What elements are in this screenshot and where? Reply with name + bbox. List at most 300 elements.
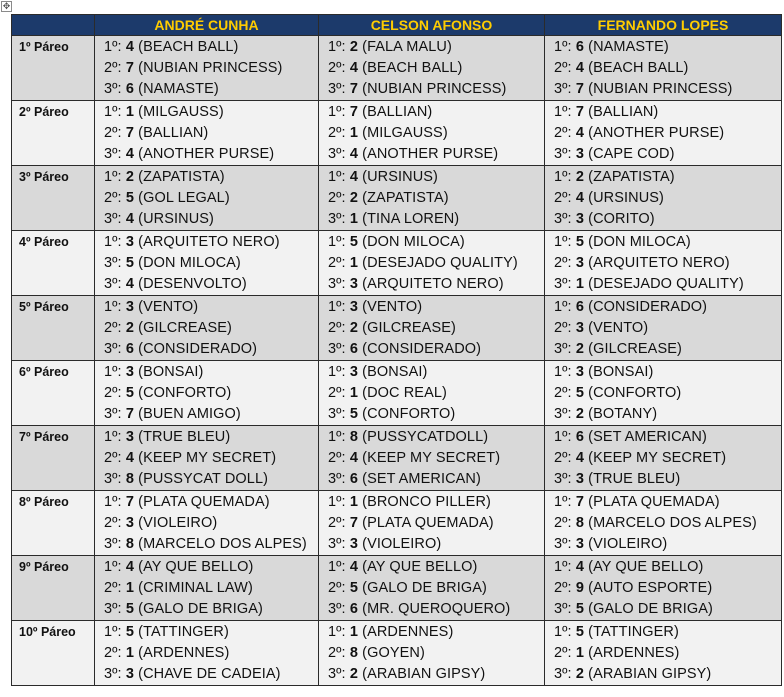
pick-line	[328, 274, 544, 295]
pick-line	[328, 232, 544, 253]
pick-position: 2º:	[554, 450, 572, 466]
pick-position: 1º:	[328, 494, 346, 510]
pick-position: 1º:	[328, 169, 346, 185]
race-label: 6º Páreo	[12, 361, 95, 426]
pick-position: 1º:	[104, 494, 122, 510]
pick-position: 3º:	[554, 406, 572, 422]
pick-number: 4	[125, 276, 135, 292]
pick-position: 1º:	[328, 364, 346, 380]
pick-line	[554, 274, 781, 295]
pick-position: 1º:	[104, 299, 122, 315]
pick-position: 3º:	[554, 211, 572, 227]
picks-cell-andre-cunha	[95, 231, 319, 296]
pick-horse-name: (ARDENNES)	[138, 645, 230, 661]
pick-number: 7	[575, 104, 585, 120]
pick-horse-name: (FALA MALU)	[362, 39, 452, 55]
pick-line	[328, 383, 544, 404]
pick-position: 2º:	[328, 450, 346, 466]
pick-position: 2º:	[104, 60, 122, 76]
pick-number: 8	[575, 515, 585, 531]
pick-horse-name: (AUTO ESPORTE)	[588, 580, 713, 596]
pick-line	[554, 167, 781, 188]
race-row	[12, 556, 782, 621]
pick-number: 8	[349, 645, 359, 661]
column-header-celson-afonso: CELSON AFONSO	[319, 15, 545, 36]
picks-cell-andre-cunha	[95, 166, 319, 231]
pick-number: 1	[349, 624, 359, 640]
pick-line	[328, 144, 544, 165]
races-body	[12, 36, 782, 686]
pick-position: 2º:	[328, 320, 346, 336]
pick-number: 3	[575, 364, 585, 380]
pick-line	[554, 492, 781, 513]
pick-number: 1	[125, 580, 135, 596]
pick-line	[554, 102, 781, 123]
pick-line	[328, 557, 544, 578]
picks-cell-fernando-lopes	[545, 556, 782, 621]
pick-line	[328, 362, 544, 383]
pick-horse-name: (AY QUE BELLO)	[362, 559, 478, 575]
picks-cell-andre-cunha	[95, 101, 319, 166]
pick-line	[104, 123, 318, 144]
pick-line	[328, 469, 544, 490]
pick-number: 3	[125, 515, 135, 531]
race-row	[12, 491, 782, 556]
pick-number: 4	[575, 125, 585, 141]
pick-number: 3	[575, 211, 585, 227]
pick-horse-name: (ARQUITETO NERO)	[362, 276, 504, 292]
pick-position: 1º:	[554, 169, 572, 185]
pick-line	[554, 37, 781, 58]
pick-number: 6	[125, 341, 135, 357]
pick-number: 8	[125, 471, 135, 487]
picks-cell-andre-cunha	[95, 556, 319, 621]
pick-number: 2	[575, 666, 585, 682]
pick-number: 8	[125, 536, 135, 552]
pick-number: 6	[575, 299, 585, 315]
pick-line	[328, 643, 544, 664]
pick-number: 1	[575, 276, 585, 292]
pick-horse-name: (ARABIAN GIPSY)	[362, 666, 486, 682]
pick-horse-name: (VIOLEIRO)	[138, 515, 218, 531]
pick-number: 4	[575, 60, 585, 76]
pick-line	[328, 37, 544, 58]
pick-number: 2	[575, 341, 585, 357]
pick-line	[554, 664, 781, 685]
pick-line	[104, 362, 318, 383]
pick-number: 3	[575, 255, 585, 271]
table-move-handle-icon[interactable]: ✥	[2, 1, 11, 11]
pick-horse-name: (KEEP MY SECRET)	[588, 450, 727, 466]
pick-horse-name: (GOL LEGAL)	[138, 190, 230, 206]
pick-horse-name: (ZAPATISTA)	[362, 190, 449, 206]
pick-line	[554, 79, 781, 100]
pick-position: 2º:	[554, 255, 572, 271]
pick-horse-name: (NUBIAN PRINCESS)	[138, 60, 283, 76]
pick-line	[104, 297, 318, 318]
header-row	[12, 15, 782, 36]
pick-position: 3º:	[554, 601, 572, 617]
pick-horse-name: (URSINUS)	[588, 190, 664, 206]
pick-horse-name: (GILCREASE)	[362, 320, 456, 336]
pick-position: 1º:	[328, 104, 346, 120]
column-header-andre-cunha: ANDRÉ CUNHA	[95, 15, 319, 36]
pick-number: 4	[125, 146, 135, 162]
pick-number: 2	[125, 320, 135, 336]
pick-horse-name: (ARDENNES)	[588, 645, 680, 661]
pick-position: 3º:	[104, 255, 122, 271]
pick-number: 7	[349, 515, 359, 531]
pick-horse-name: (GOYEN)	[362, 645, 425, 661]
pick-number: 4	[125, 39, 135, 55]
pick-position: 2º:	[328, 60, 346, 76]
pick-position: 1º:	[328, 299, 346, 315]
pick-horse-name: (TATTINGER)	[138, 624, 229, 640]
pick-horse-name: (VENTO)	[588, 320, 649, 336]
pick-line	[328, 427, 544, 448]
picks-cell-fernando-lopes	[545, 296, 782, 361]
pick-position: 1º:	[104, 104, 122, 120]
pick-position: 2º:	[554, 515, 572, 531]
pick-horse-name: (PLATA QUEMADA)	[588, 494, 720, 510]
pick-line	[328, 318, 544, 339]
pick-horse-name: (CAPE COD)	[588, 146, 675, 162]
pick-line	[104, 339, 318, 360]
race-label: 10º Páreo	[12, 621, 95, 686]
pick-line	[328, 79, 544, 100]
race-row	[12, 166, 782, 231]
pick-number: 3	[125, 299, 135, 315]
pick-horse-name: (TRUE BLEU)	[138, 429, 231, 445]
pick-number: 2	[349, 39, 359, 55]
pick-line	[328, 448, 544, 469]
pick-line	[554, 339, 781, 360]
pick-number: 6	[349, 601, 359, 617]
pick-number: 2	[349, 320, 359, 336]
pick-number: 7	[125, 406, 135, 422]
pick-horse-name: (DESEJADO QUALITY)	[588, 276, 744, 292]
pick-number: 3	[349, 276, 359, 292]
pick-horse-name: (BALLIAN)	[588, 104, 659, 120]
pick-horse-name: (AY QUE BELLO)	[588, 559, 704, 575]
picks-cell-fernando-lopes	[545, 36, 782, 101]
pick-number: 3	[349, 364, 359, 380]
pick-horse-name: (DON MILOCA)	[138, 255, 241, 271]
pick-position: 2º:	[328, 125, 346, 141]
pick-position: 1º:	[104, 169, 122, 185]
picks-cell-celson-afonso	[319, 101, 545, 166]
pick-horse-name: (URSINUS)	[362, 169, 438, 185]
pick-number: 7	[349, 104, 359, 120]
pick-position: 3º:	[328, 81, 346, 97]
pick-line	[104, 37, 318, 58]
pick-line	[104, 599, 318, 620]
pick-horse-name: (CONFORTO)	[138, 385, 232, 401]
pick-position: 1º:	[554, 559, 572, 575]
pick-line	[328, 599, 544, 620]
pick-line	[328, 167, 544, 188]
pick-horse-name: (GALO DE BRIGA)	[362, 580, 487, 596]
pick-number: 6	[349, 341, 359, 357]
pick-horse-name: (BEACH BALL)	[588, 60, 689, 76]
pick-horse-name: (NAMASTE)	[138, 81, 219, 97]
pick-number: 7	[125, 60, 135, 76]
pick-line	[104, 404, 318, 425]
pick-line	[104, 383, 318, 404]
pick-line	[328, 58, 544, 79]
picks-cell-fernando-lopes	[545, 361, 782, 426]
pick-horse-name: (AY QUE BELLO)	[138, 559, 254, 575]
pick-position: 2º:	[328, 255, 346, 271]
picks-cell-celson-afonso	[319, 556, 545, 621]
pick-position: 1º:	[104, 234, 122, 250]
pick-number: 4	[125, 211, 135, 227]
pick-number: 3	[125, 429, 135, 445]
pick-line	[554, 253, 781, 274]
column-header-fernando-lopes: FERNANDO LOPES	[545, 15, 782, 36]
pick-number: 4	[349, 146, 359, 162]
pick-horse-name: (GILCREASE)	[138, 320, 232, 336]
pick-position: 1º:	[554, 234, 572, 250]
pick-number: 1	[349, 255, 359, 271]
pick-number: 6	[575, 429, 585, 445]
pick-number: 7	[125, 125, 135, 141]
race-row	[12, 621, 782, 686]
pick-horse-name: (PUSSYCAT DOLL)	[138, 471, 269, 487]
pick-horse-name: (BRONCO PILLER)	[362, 494, 491, 510]
picks-cell-celson-afonso	[319, 296, 545, 361]
pick-line	[554, 448, 781, 469]
pick-horse-name: (NUBIAN PRINCESS)	[362, 81, 507, 97]
pick-number: 1	[349, 211, 359, 227]
pick-position: 2º:	[554, 580, 572, 596]
pick-horse-name: (CONFORTO)	[362, 406, 456, 422]
pick-horse-name: (ANOTHER PURSE)	[362, 146, 499, 162]
pick-number: 6	[349, 471, 359, 487]
picks-cell-celson-afonso	[319, 426, 545, 491]
race-row	[12, 426, 782, 491]
pick-position: 3º:	[328, 146, 346, 162]
pick-horse-name: (SET AMERICAN)	[588, 429, 707, 445]
pick-position: 3º:	[328, 471, 346, 487]
pick-number: 5	[575, 234, 585, 250]
picks-cell-fernando-lopes	[545, 231, 782, 296]
pick-number: 1	[575, 645, 585, 661]
pick-line	[328, 622, 544, 643]
pick-position: 2º:	[554, 385, 572, 401]
pick-horse-name: (URSINUS)	[138, 211, 214, 227]
pick-number: 3	[125, 666, 135, 682]
pick-number: 5	[349, 234, 359, 250]
pick-position: 3º:	[104, 666, 122, 682]
pick-position: 3º:	[554, 81, 572, 97]
pick-number: 3	[125, 234, 135, 250]
pick-number: 5	[125, 255, 135, 271]
pick-position: 1º:	[104, 624, 122, 640]
pick-line	[554, 362, 781, 383]
pick-horse-name: (VENTO)	[138, 299, 199, 315]
pick-number: 3	[575, 471, 585, 487]
pick-position: 2º:	[104, 580, 122, 596]
pick-line	[328, 404, 544, 425]
pick-line	[328, 123, 544, 144]
pick-line	[328, 297, 544, 318]
race-label: 2º Páreo	[12, 101, 95, 166]
pick-line	[104, 318, 318, 339]
pick-number: 5	[575, 624, 585, 640]
pick-horse-name: (ZAPATISTA)	[138, 169, 225, 185]
pick-position: 3º:	[328, 276, 346, 292]
pick-line	[104, 664, 318, 685]
pick-position: 3º:	[104, 146, 122, 162]
picks-cell-andre-cunha	[95, 426, 319, 491]
pick-number: 3	[349, 299, 359, 315]
pick-number: 4	[349, 60, 359, 76]
pick-horse-name: (BONSAI)	[362, 364, 428, 380]
header-corner	[12, 15, 95, 36]
pick-line	[104, 274, 318, 295]
pick-line	[554, 622, 781, 643]
pick-horse-name: (CONSIDERADO)	[138, 341, 258, 357]
picks-cell-andre-cunha	[95, 296, 319, 361]
pick-line	[554, 209, 781, 230]
pick-position: 3º:	[328, 211, 346, 227]
pick-number: 3	[125, 364, 135, 380]
pick-position: 3º:	[104, 471, 122, 487]
picks-cell-fernando-lopes	[545, 621, 782, 686]
pick-line	[554, 297, 781, 318]
pick-position: 3º:	[554, 471, 572, 487]
pick-line	[104, 209, 318, 230]
pick-line	[554, 318, 781, 339]
pick-horse-name: (CONFORTO)	[588, 385, 682, 401]
pick-horse-name: (ARQUITETO NERO)	[588, 255, 730, 271]
pick-horse-name: (PLATA QUEMADA)	[138, 494, 270, 510]
picks-cell-andre-cunha	[95, 621, 319, 686]
pick-number: 4	[575, 190, 585, 206]
pick-number: 3	[575, 536, 585, 552]
pick-horse-name: (DON MILOCA)	[362, 234, 465, 250]
pick-position: 2º:	[104, 515, 122, 531]
pick-number: 3	[349, 536, 359, 552]
pick-line	[104, 622, 318, 643]
pick-horse-name: (BONSAI)	[138, 364, 204, 380]
pick-position: 1º:	[554, 429, 572, 445]
pick-line	[554, 188, 781, 209]
pick-position: 3º:	[554, 666, 572, 682]
pick-position: 1º:	[104, 559, 122, 575]
pick-position: 3º:	[104, 81, 122, 97]
pick-number: 6	[125, 81, 135, 97]
pick-position: 2º:	[104, 385, 122, 401]
pick-number: 2	[349, 190, 359, 206]
pick-line	[554, 643, 781, 664]
race-label: 3º Páreo	[12, 166, 95, 231]
pick-position: 2º:	[554, 320, 572, 336]
pick-horse-name: (PLATA QUEMADA)	[362, 515, 494, 531]
picks-table	[11, 14, 782, 686]
pick-position: 3º:	[554, 341, 572, 357]
race-label: 9º Páreo	[12, 556, 95, 621]
pick-position: 1º:	[328, 39, 346, 55]
pick-number: 1	[349, 494, 359, 510]
pick-line	[104, 578, 318, 599]
pick-horse-name: (BALLIAN)	[362, 104, 433, 120]
pick-line	[104, 167, 318, 188]
pick-line	[328, 102, 544, 123]
pick-position: 2º:	[328, 645, 346, 661]
pick-horse-name: (MILGAUSS)	[138, 104, 224, 120]
pick-line	[554, 469, 781, 490]
pick-number: 5	[125, 601, 135, 617]
pick-line	[104, 232, 318, 253]
pick-position: 1º:	[104, 364, 122, 380]
pick-horse-name: (TINA LOREN)	[362, 211, 460, 227]
pick-line	[104, 643, 318, 664]
picks-cell-fernando-lopes	[545, 101, 782, 166]
pick-line	[554, 58, 781, 79]
picks-cell-celson-afonso	[319, 231, 545, 296]
pick-line	[104, 427, 318, 448]
pick-horse-name: (DESENVOLTO)	[138, 276, 247, 292]
pick-line	[104, 79, 318, 100]
pick-line	[554, 427, 781, 448]
pick-horse-name: (TRUE BLEU)	[588, 471, 681, 487]
pick-number: 6	[575, 39, 585, 55]
pick-horse-name: (ARQUITETO NERO)	[138, 234, 280, 250]
pick-number: 4	[125, 450, 135, 466]
pick-number: 5	[125, 190, 135, 206]
pick-horse-name: (VENTO)	[362, 299, 423, 315]
pick-position: 1º:	[328, 429, 346, 445]
pick-number: 1	[125, 645, 135, 661]
race-label: 4º Páreo	[12, 231, 95, 296]
pick-line	[104, 448, 318, 469]
pick-horse-name: (TATTINGER)	[588, 624, 679, 640]
pick-position: 3º:	[104, 601, 122, 617]
pick-line	[104, 513, 318, 534]
pick-position: 2º:	[554, 190, 572, 206]
race-row	[12, 361, 782, 426]
pick-number: 3	[575, 146, 585, 162]
pick-horse-name: (MARCELO DOS ALPES)	[138, 536, 307, 552]
pick-number: 2	[349, 666, 359, 682]
pick-position: 1º:	[554, 299, 572, 315]
pick-line	[104, 492, 318, 513]
pick-horse-name: (BONSAI)	[588, 364, 654, 380]
race-row	[12, 101, 782, 166]
pick-number: 5	[349, 580, 359, 596]
pick-number: 2	[125, 169, 135, 185]
pick-position: 3º:	[104, 211, 122, 227]
pick-number: 5	[349, 406, 359, 422]
pick-horse-name: (ARABIAN GIPSY)	[588, 666, 712, 682]
pick-horse-name: (BEACH BALL)	[138, 39, 239, 55]
race-label: 7º Páreo	[12, 426, 95, 491]
pick-line	[328, 492, 544, 513]
pick-position: 3º:	[328, 406, 346, 422]
pick-position: 2º:	[554, 125, 572, 141]
pick-line	[104, 58, 318, 79]
pick-position: 1º:	[328, 234, 346, 250]
pick-number: 1	[125, 104, 135, 120]
pick-line	[104, 253, 318, 274]
pick-number: 1	[349, 125, 359, 141]
pick-line	[554, 557, 781, 578]
pick-horse-name: (SET AMERICAN)	[362, 471, 481, 487]
pick-number: 8	[349, 429, 359, 445]
pick-position: 3º:	[104, 406, 122, 422]
